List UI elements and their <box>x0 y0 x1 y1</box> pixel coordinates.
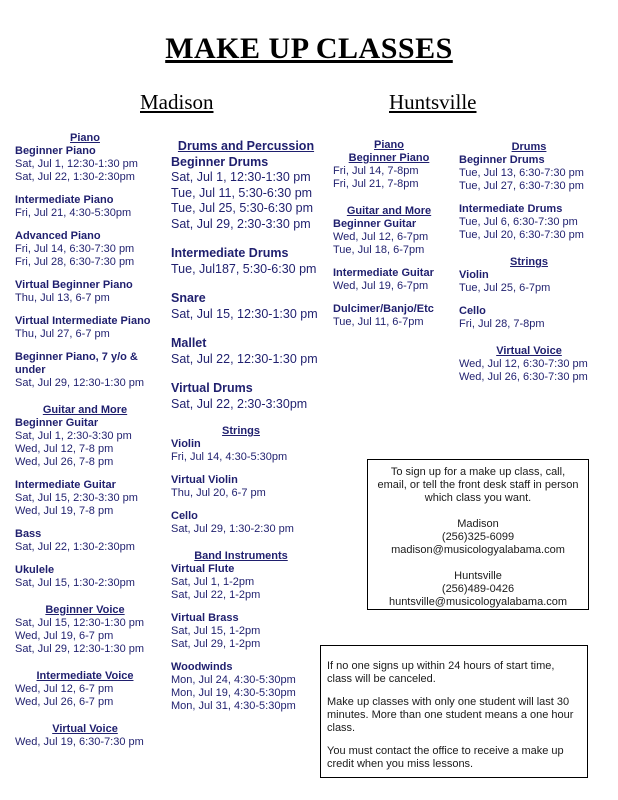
class-name: Intermediate Guitar <box>15 479 116 491</box>
section-strings <box>171 425 311 536</box>
class-time: Wed, Jul 12, 6-7pm <box>333 231 429 243</box>
class-name: Beginner Piano <box>15 145 96 157</box>
class-name: Cello <box>459 305 486 317</box>
huntsville-name: Huntsville <box>454 570 502 582</box>
class-time: Wed, Jul 26, 7-8 pm <box>15 456 114 468</box>
class-name: Virtual Drums <box>171 381 253 395</box>
class-time: Fri, Jul 14, 7-8pm <box>333 165 419 177</box>
policy-credit: You must contact the office to receive a make up credit when you miss lessons. <box>327 745 564 770</box>
section-piano <box>333 139 445 152</box>
class-time: Sat, Jul 29, 2:30-3:30 pm <box>171 216 311 231</box>
class-name: Beginner Guitar <box>15 417 99 429</box>
class-time: Tue, Jul 6, 6:30-7:30 pm <box>459 216 578 228</box>
class-name: Beginner Piano, 7 y/o & under <box>15 351 138 376</box>
section-strings <box>459 256 599 331</box>
huntsville-phone[interactable]: (256)489-0426 <box>441 583 515 595</box>
class-time: Sat, Jul 1, 2:30-3:30 pm <box>15 430 132 442</box>
signup-intro: To sign up for a make up class, call, email, or tell the front desk staff in person which class you want. <box>377 466 579 504</box>
class-time: Fri, Jul 21, 4:30-5:30pm <box>15 207 132 219</box>
class-time: Tue, Jul 27, 6:30-7:30 pm <box>459 180 584 192</box>
class-time: Fri, Jul 28, 6:30-7:30 pm <box>15 256 135 268</box>
class-time: Wed, Jul 26, 6-7 pm <box>15 696 114 708</box>
class-time: Thu, Jul 20, 6-7 pm <box>171 487 266 499</box>
class-name: Virtual Intermediate Piano <box>15 315 151 327</box>
class-name: Intermediate Piano <box>15 194 114 206</box>
section-heading: Virtual Voice <box>52 723 118 735</box>
class-time: Tue, Jul 11, 5:30-6:30 pm <box>171 185 313 200</box>
class-name: Violin <box>459 269 489 281</box>
class-time: Tue, Jul 20, 6:30-7:30 pm <box>459 229 584 241</box>
madison-column-1 <box>15 132 155 763</box>
class-time: Sat, Jul 1, 12:30-1:30 pm <box>171 170 311 184</box>
policy-duration: Make up classes with only one student will last 30 minutes. More than one student means a one hour class. <box>327 696 574 734</box>
section-drums <box>459 141 599 242</box>
class-time: Sat, Jul 29, 12:30-1:30 pm <box>15 643 145 655</box>
class-time: Sat, Jul 15, 12:30-1:30 pm <box>15 617 145 629</box>
section-beginner-piano <box>333 152 445 191</box>
class-time: Sat, Jul 22, 2:30-3:30pm <box>171 396 308 411</box>
class-time: Sat, Jul 1, 12:30-1:30 pm <box>15 158 138 170</box>
class-time: Sat, Jul 22, 12:30-1:30 pm <box>171 351 318 366</box>
madison-phone[interactable]: (256)325-6099 <box>441 531 515 543</box>
class-time: Thu, Jul 27, 6-7 pm <box>15 328 110 340</box>
class-time: Wed, Jul 26, 6:30-7:30 pm <box>459 371 588 383</box>
signup-box <box>367 459 589 610</box>
class-time: Wed, Jul 19, 6:30-7:30 pm <box>15 736 144 748</box>
location-heading-madison: Madison <box>140 90 214 114</box>
class-name: Virtual Violin <box>171 474 238 486</box>
section-heading: Piano <box>70 132 100 144</box>
class-name: Woodwinds <box>171 661 233 673</box>
huntsville-column-1 <box>333 139 445 343</box>
class-name: Intermediate Guitar <box>333 267 434 279</box>
class-name: Beginner Drums <box>459 154 545 166</box>
policy-box <box>320 645 588 778</box>
section-heading: Virtual Voice <box>496 345 562 357</box>
class-time: Tue, Jul 13, 6:30-7:30 pm <box>459 167 584 179</box>
class-name: Beginner Drums <box>171 154 269 169</box>
class-time: Sat, Jul 15, 12:30-1:30 pm <box>171 306 318 321</box>
huntsville-email[interactable]: huntsville@musicologyalabama.com <box>388 596 568 608</box>
class-name: Mallet <box>171 336 207 350</box>
class-time: Sat, Jul 29, 1-2pm <box>171 638 261 650</box>
section-heading: Beginner Voice <box>45 604 125 616</box>
class-time: Sat, Jul 15, 2:30-3:30 pm <box>15 492 138 504</box>
class-name: Ukulele <box>15 564 55 576</box>
class-time: Sat, Jul 29, 12:30-1:30 pm <box>15 377 145 389</box>
section-heading: Band Instruments <box>194 550 288 562</box>
class-time: Sat, Jul 15, 1:30-2:30pm <box>15 577 135 589</box>
class-time: Mon, Jul 19, 4:30-5:30pm <box>171 687 296 699</box>
madison-email[interactable]: madison@musicologyalabama.com <box>391 544 565 556</box>
class-time: Sat, Jul 22, 1:30-2:30pm <box>15 541 135 553</box>
page-title: MAKE UP CLASSES <box>165 32 453 65</box>
class-time: Mon, Jul 24, 4:30-5:30pm <box>171 674 296 686</box>
policy-cancel: If no one signs up within 24 hours of start time, class will be canceled. <box>327 660 555 685</box>
class-time: Wed, Jul 12, 6:30-7:30 pm <box>459 358 588 370</box>
section-heading: Strings <box>222 425 260 437</box>
class-time: Sat, Jul 29, 1:30-2:30 pm <box>171 523 294 535</box>
class-name: Intermediate Drums <box>459 203 563 215</box>
section-guitar-and-more <box>333 205 445 329</box>
class-time: Fri, Jul 14, 6:30-7:30 pm <box>15 243 135 255</box>
class-time: Mon, Jul 31, 4:30-5:30pm <box>171 700 296 712</box>
class-time: Tue, Jul 25, 6-7pm <box>459 282 551 294</box>
class-time: Sat, Jul 1, 1-2pm <box>171 576 255 588</box>
class-name: Intermediate Drums <box>171 246 289 260</box>
class-time: Tue, Jul 18, 6-7pm <box>333 244 425 256</box>
section-heading: Piano <box>374 139 404 151</box>
class-name: Violin <box>171 438 201 450</box>
class-time: Wed, Jul 12, 7-8 pm <box>15 443 114 455</box>
class-time: Tue, Jul187, 5:30-6:30 pm <box>171 261 317 276</box>
class-time: Wed, Jul 19, 7-8 pm <box>15 505 114 517</box>
section-band-instruments <box>171 550 311 713</box>
class-time: Tue, Jul 11, 6-7pm <box>333 316 424 328</box>
madison-column-2b <box>171 425 311 727</box>
class-time: Sat, Jul 22, 1-2pm <box>171 589 261 601</box>
class-time: Wed, Jul 19, 6-7pm <box>333 280 429 292</box>
class-time: Sat, Jul 22, 1:30-2:30pm <box>15 171 135 183</box>
class-time: Fri, Jul 28, 7-8pm <box>459 318 545 330</box>
huntsville-column-2 <box>459 141 599 398</box>
section-heading: Drums and Percussion <box>177 139 315 153</box>
section-heading: Guitar and More <box>346 205 432 217</box>
class-time: Fri, Jul 14, 4:30-5:30pm <box>171 451 288 463</box>
class-time: Wed, Jul 12, 6-7 pm <box>15 683 114 695</box>
class-time: Fri, Jul 21, 7-8pm <box>333 178 419 190</box>
class-time: Thu, Jul 13, 6-7 pm <box>15 292 110 304</box>
section-virtual-voice <box>459 345 599 384</box>
class-time: Sat, Jul 15, 1-2pm <box>171 625 261 637</box>
section-piano <box>15 132 155 390</box>
madison-column-2 <box>171 139 321 426</box>
section-intermediate-voice <box>15 670 155 709</box>
section-heading: Beginner Piano <box>348 152 430 164</box>
class-time: Wed, Jul 19, 6-7 pm <box>15 630 114 642</box>
section-heading: Drums <box>511 141 547 153</box>
class-name: Virtual Beginner Piano <box>15 279 133 291</box>
section-virtual-voice <box>15 723 155 749</box>
class-name: Bass <box>15 528 42 540</box>
section-guitar-and-more <box>15 404 155 590</box>
section-beginner-voice <box>15 604 155 656</box>
section-heading: Strings <box>510 256 548 268</box>
class-name: Cello <box>171 510 198 522</box>
class-name: Virtual Brass <box>171 612 239 624</box>
class-name: Dulcimer/Banjo/Etc <box>333 303 434 315</box>
section-drums-and-percussion <box>171 139 321 412</box>
class-name: Advanced Piano <box>15 230 101 242</box>
class-time: Tue, Jul 25, 5:30-6:30 pm <box>171 201 313 215</box>
class-name: Virtual Flute <box>171 563 235 575</box>
section-heading: Guitar and More <box>42 404 128 416</box>
class-name: Beginner Guitar <box>333 218 417 230</box>
location-heading-huntsville: Huntsville <box>389 90 477 114</box>
class-name: Snare <box>171 291 206 305</box>
madison-name: Madison <box>457 518 499 530</box>
section-heading: Intermediate Voice <box>36 670 134 682</box>
